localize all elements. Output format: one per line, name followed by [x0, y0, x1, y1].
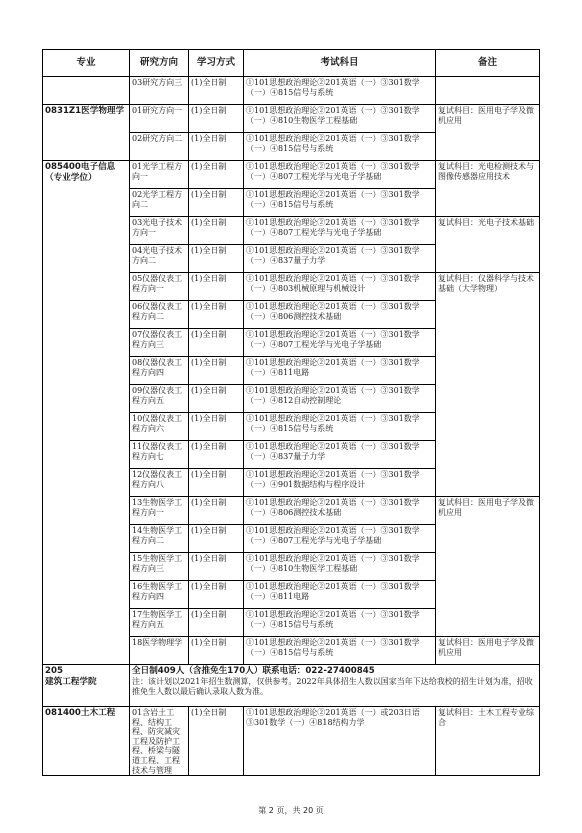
header-subjects: 考试科目: [244, 50, 436, 77]
department-code: 205: [45, 666, 63, 676]
subjects-cell: ①101思想政治理论②201英语（一）③301数学（一）④837量子力学: [244, 245, 436, 273]
direction-cell: 08仪器仪表工程方向四: [130, 357, 189, 385]
direction-cell: 11仪器仪表工程方向七: [130, 441, 189, 469]
remark-cell: 复试科目：土木工程专业综合: [436, 707, 540, 776]
mode-cell: (1)全日制: [189, 161, 244, 189]
table-row: [43, 77, 540, 105]
mode-cell: (1)全日制: [189, 553, 244, 581]
direction-cell: 07仪器仪表工程方向三: [130, 329, 189, 357]
direction-cell: 01含岩土工程、结构工程、防灾减灾工程及防护工程、桥梁与隧道工程、工程技术与管理: [130, 707, 189, 776]
mode-cell: (1)全日制: [189, 581, 244, 609]
subjects-cell: ①101思想政治理论②201英语（一）③301数学（一）④806测控技术基础: [244, 497, 436, 525]
remark-cell: 复试科目：光电检测技术与图像传感器应用技术: [436, 161, 540, 217]
remark-cell: 复试科目：光电子技术基础: [436, 217, 540, 273]
subjects-cell: ①101思想政治理论②201英语（一）③301数学（一）④812自动控制理论: [244, 385, 436, 413]
department-name: 建筑工程学院: [45, 677, 97, 687]
header-direction: 研究方向: [130, 50, 189, 77]
mode-cell: (1)全日制: [189, 245, 244, 273]
mode-cell: (1)全日制: [189, 329, 244, 357]
direction-cell: 12仪器仪表工程方向八: [130, 469, 189, 497]
mode-cell: (1)全日制: [189, 385, 244, 413]
mode-cell: (1)全日制: [189, 413, 244, 441]
table-row: [43, 161, 540, 189]
direction-cell: 06仪器仪表工程方向二: [130, 301, 189, 329]
remark-cell: 复试科目：医用电子学及微机应用: [436, 105, 540, 161]
direction-cell: 02光学工程方向二: [130, 189, 189, 217]
mode-cell: (1)全日制: [189, 441, 244, 469]
subjects-cell: ①101思想政治理论②201英语（一）③301数学（一）④815信号与系统: [244, 77, 436, 105]
direction-cell: 16生物医学工程方向四: [130, 581, 189, 609]
subjects-cell: ①101思想政治理论②201英语（一）③301数学（一）④815信号与系统: [244, 609, 436, 637]
department-info-cell: [130, 665, 540, 707]
direction-cell: 13生物医学工程方向一: [130, 497, 189, 525]
direction-cell: 04光电子技术方向二: [130, 245, 189, 273]
mode-cell: (1)全日制: [189, 189, 244, 217]
subjects-cell: ①101思想政治理论②201英语（一）③301数学（一）④815信号与系统: [244, 637, 436, 665]
subjects-cell: ①101思想政治理论②201英语（一）③301数学（一）④807工程光学与光电子学基础: [244, 329, 436, 357]
mode-cell: (1)全日制: [189, 637, 244, 665]
mode-cell: (1)全日制: [189, 217, 244, 245]
direction-cell: 09仪器仪表工程方向五: [130, 385, 189, 413]
subjects-cell: ①101思想政治理论②201英语（一）③301数学（一）④811电路: [244, 581, 436, 609]
page-footer: 第 2 页，共 20 页: [258, 806, 324, 815]
direction-cell: 10仪器仪表工程方向六: [130, 413, 189, 441]
mode-cell: (1)全日制: [189, 525, 244, 553]
mode-cell: (1)全日制: [189, 497, 244, 525]
subjects-cell: ①101思想政治理论②201英语（一）③301数学（一）④901数据结构与程序设计: [244, 469, 436, 497]
direction-cell: 17生物医学工程方向五: [130, 609, 189, 637]
subjects-cell: ①101思想政治理论②201英语（一）③301数学（一）④803机械原理与机械设计: [244, 273, 436, 301]
subjects-cell: ①101思想政治理论②201英语（一）③301数学（一）④807工程光学与光电子学基础: [244, 161, 436, 189]
mode-cell: (1)全日制: [189, 301, 244, 329]
direction-cell: 05仪器仪表工程方向一: [130, 273, 189, 301]
table-row: [43, 105, 540, 133]
direction-cell: 14生物医学工程方向二: [130, 525, 189, 553]
mode-cell: (1)全日制: [189, 357, 244, 385]
subjects-cell: ①101思想政治理论②201英语（一）③301数学（一）④815信号与系统: [244, 189, 436, 217]
remark-cell: 复试科目：医用电子学及微机应用: [436, 497, 540, 637]
subjects-cell: ①101思想政治理论②201英语（一）③301数学（一）④807工程光学与光电子学基础: [244, 525, 436, 553]
mode-cell: (1)全日制: [189, 105, 244, 133]
subjects-cell: ①101思想政治理论②201英语（一）③301数学（一）④815信号与系统: [244, 133, 436, 161]
subjects-cell: ①101思想政治理论②201英语（一）③301数学（一）④810生物医学工程基础: [244, 553, 436, 581]
direction-cell: 18医学物理学: [130, 637, 189, 665]
department-headline: 全日制409人（含推免生170人）联系电话：022-27400845: [132, 666, 375, 676]
mode-cell: (1)全日制: [189, 273, 244, 301]
mode-cell: (1)全日制: [189, 77, 244, 105]
subjects-cell: ①101思想政治理论②201英语（一）③301数学（一）④810生物医学工程基础: [244, 105, 436, 133]
remark-cell: 复试科目：医用电子学及微机应用: [436, 637, 540, 665]
mode-cell: (1)全日制: [189, 469, 244, 497]
direction-cell: 01光学工程方向一: [130, 161, 189, 189]
direction-cell: 02研究方向二: [130, 133, 189, 161]
direction-cell: 15生物医学工程方向三: [130, 553, 189, 581]
major-cell: [43, 77, 130, 105]
remark-cell: [436, 77, 540, 105]
major-cell: 085400电子信息（专业学位）: [43, 161, 130, 665]
subjects-cell: ①101思想政治理论②201英语（一）或203日语③301数学（一）④818结构力学: [244, 707, 436, 776]
remark-cell: 复试科目：仪器科学与技术基础（大学物理）: [436, 273, 540, 497]
major-cell: 0831Z1医学物理学: [43, 105, 130, 161]
header-mode: 学习方式: [189, 50, 244, 77]
subjects-cell: ①101思想政治理论②201英语（一）③301数学（一）④807工程光学与光电子学基础: [244, 217, 436, 245]
mode-cell: (1)全日制: [189, 707, 244, 776]
department-note: 注：该计划以2021年招生数测算，仅供参考。2022年具体招生人数以国家当年下达给我校的招生计划为准，招收推免生人数以最后确认录取人数为准。: [132, 677, 533, 696]
header-remark: 备注: [436, 50, 540, 77]
mode-cell: (1)全日制: [189, 609, 244, 637]
mode-cell: (1)全日制: [189, 133, 244, 161]
header-major: 专业: [43, 50, 130, 77]
subjects-cell: ①101思想政治理论②201英语（一）③301数学（一）④815信号与系统: [244, 413, 436, 441]
direction-cell: 03光电子技术方向一: [130, 217, 189, 245]
subjects-cell: ①101思想政治理论②201英语（一）③301数学（一）④811电路: [244, 357, 436, 385]
department-row: [43, 665, 540, 707]
subjects-cell: ①101思想政治理论②201英语（一）③301数学（一）④837量子力学: [244, 441, 436, 469]
table-row: [43, 707, 540, 776]
major-cell: 081400土木工程: [43, 707, 130, 776]
direction-cell: 03研究方向三: [130, 77, 189, 105]
department-cell: [43, 665, 130, 707]
direction-cell: 01研究方向一: [130, 105, 189, 133]
subjects-cell: ①101思想政治理论②201英语（一）③301数学（一）④806测控技术基础: [244, 301, 436, 329]
admissions-table: [42, 49, 540, 776]
header-row: [43, 50, 540, 77]
